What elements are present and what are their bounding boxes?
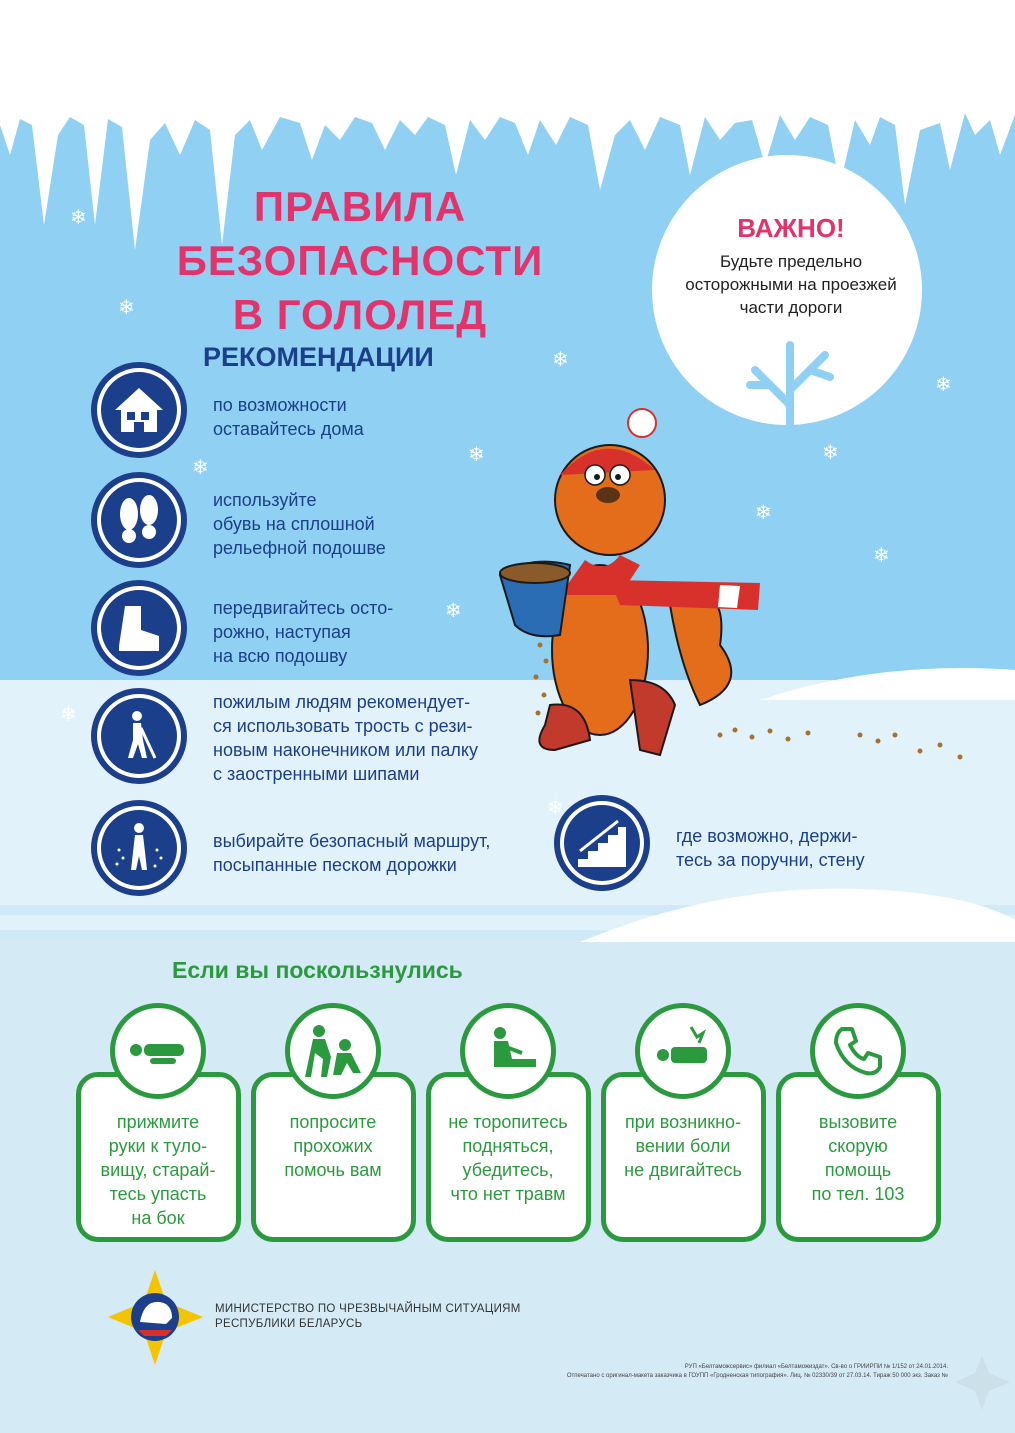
snowflake-icon: ❄ (70, 207, 87, 229)
poster-title (150, 180, 570, 342)
elderly-cane-icon (91, 688, 187, 784)
important-title: ВАЖНО! (737, 213, 845, 243)
corner-emblem-icon (955, 1355, 1010, 1410)
advice-text: прижмите руки к туло- вищу, старай- тесь упасть на бок (100, 1112, 216, 1228)
snowflake-icon: ❄ (755, 502, 772, 524)
advice-text: попросите прохожих помочь вам (284, 1112, 382, 1180)
title-line: ПРАВИЛА (253, 183, 467, 230)
falling-person-icon (110, 1003, 206, 1099)
pain-person-icon (635, 1003, 731, 1099)
sanded-path-icon (91, 800, 187, 896)
slipped-heading: Если вы поскользнулись (172, 957, 463, 983)
recommendation-text: используйте обувь на сплошной рельефной подошве (213, 490, 386, 558)
snowflake-icon: ❄ (468, 444, 485, 466)
snowflake-icon: ❄ (935, 374, 952, 396)
advice-text: при возникно- вении боли не двигайтесь (624, 1112, 742, 1180)
snowflake-icon: ❄ (547, 797, 564, 819)
print-info: РУП «Белтаможсервис» филиал «Белтаможиздат». Св-во о ГРИИРПИ № 1/152 от 24.01.2014. Отпечатано с оригинал-макета заказчика в ГОУПП «Гродненская типография». Лиц. № 02330/39 от 27.03.14. Тираж 50 000 экз. Заказ № (566, 1364, 948, 1379)
ministry-name: МИНИСТЕРСТВО ПО ЧРЕЗВЫЧАЙНЫМ СИТУАЦИЯМ РЕСПУБЛИКИ БЕЛАРУСЬ (215, 1303, 521, 1330)
snowflake-icon: ❄ (822, 442, 839, 464)
recommendation-text: по возможности оставайтесь дома (213, 395, 364, 439)
house-icon (91, 362, 187, 458)
recommendation-text: выбирайте безопасный маршрут, посыпанные песком дорожки (213, 831, 491, 875)
title-line: В ГОЛОЛЕД (232, 291, 488, 338)
title-line: БЕЗОПАСНОСТИ (176, 237, 544, 284)
helping-person-icon (285, 1003, 381, 1099)
sitting-person-icon (460, 1003, 556, 1099)
snowflake-icon: ❄ (192, 457, 209, 479)
advice-text: не торопитесь подняться, убедитесь, что нет травм (448, 1112, 568, 1204)
recommendations-heading: РЕКОМЕНДАЦИИ (203, 342, 434, 372)
snow-mound (580, 880, 1015, 942)
ministry-emblem-icon (108, 1270, 203, 1365)
recommendation-text: где возможно, держи- тесь за поручни, стену (676, 826, 865, 870)
snowflake-icon: ❄ (60, 704, 77, 726)
recommendation-text: пожилым людям рекомендует- ся использовать трость с рези- новым наконечником или палку с заостренными шипами (213, 692, 479, 784)
cat-mascot-illustration (490, 405, 990, 780)
boot-icon (91, 580, 187, 676)
snowflake-icon: ❄ (552, 349, 569, 371)
shoe-sole-icon (91, 472, 187, 568)
recommendation-text: передвигайтесь осто- рожно, наступая на всю подошву (213, 598, 394, 666)
snowflake-icon: ❄ (445, 600, 462, 622)
phone-icon (810, 1003, 906, 1099)
stairs-handrail-icon (554, 795, 650, 891)
advice-text: вызовите скорую помощь по тел. 103 (811, 1112, 905, 1204)
snowflake-icon: ❄ (873, 545, 890, 567)
snowflake-icon: ❄ (118, 297, 135, 319)
important-text: Будьте предельно осторожными на проезжей части дороги (685, 252, 897, 317)
